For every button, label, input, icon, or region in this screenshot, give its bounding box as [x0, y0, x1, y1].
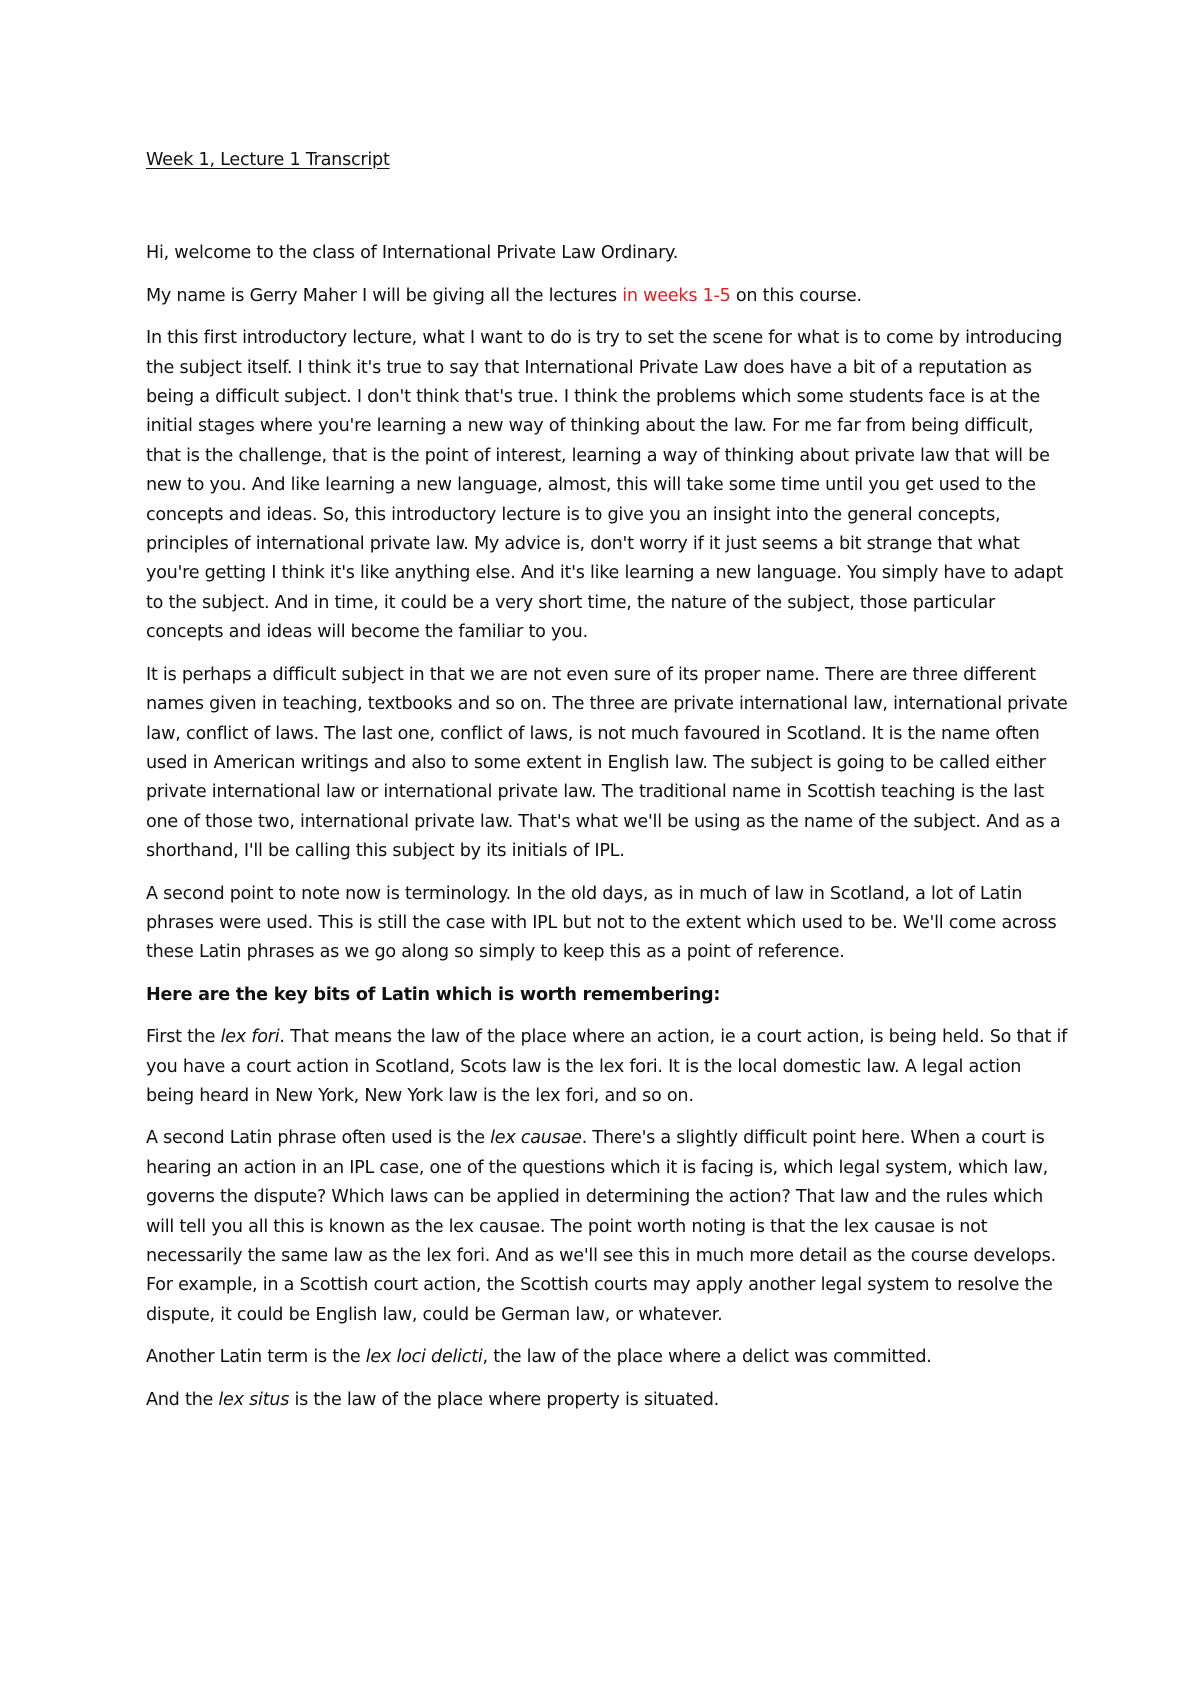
paragraph-lecturer-start: My name is Gerry Maher I will be giving all the lectures [146, 285, 623, 306]
lex-causae-term: lex causae [490, 1128, 582, 1149]
paragraph-lex-causae [146, 1124, 1068, 1330]
paragraph-lecturer [146, 282, 1068, 311]
lex-fori-text: . That means the law of the place where an action, ie a court action, is being held. So that if you have a court action in Scotland, Scots law is the lex fori. It is the local domestic law. A legal action being heard in New York, New York law is the lex fori, and so on. [146, 1027, 1068, 1106]
lex-loci-delicti-text: , the law of the place where a delict was committed. [482, 1347, 932, 1368]
paragraph-terminology: A second point to note now is terminology. In the old days, as in much of law in Scotland, a lot of Latin phrases were used. This is still the case with IPL but not to the extent which used to be. We'll come across these Latin phrases as we go along so simply to keep this as a point of reference. [146, 883, 1057, 963]
paragraph-lex-loci-delicti [146, 1343, 1068, 1372]
lex-fori-intro: First the [146, 1027, 221, 1048]
lex-causae-intro: A second Latin phrase often used is the [146, 1128, 491, 1149]
paragraph-lex-situs [146, 1386, 1068, 1415]
lex-situs-text: is the law of the place where property is situated. [289, 1389, 720, 1410]
paragraph-introduction: In this first introductory lecture, what I want to do is try to set the scene for what is to come by introducing the subject itself. I think it's true to say that International Private Law does have a bit of a reputation as being a difficult subject. I don't think that's true. I think the problems which some students face is at the initial stages where you're learning a new way of thinking about the law. For me far from being difficult, that is the challenge, that is the point of interest, learning a way of thinking about private law that will be new to you. And like learning a new language, almost, this will take some time until you get used to the concepts and ideas. So, this introductory lecture is to give you an insight into the general concepts, principles of international private law. My advice is, don't worry if it just seems a bit strange that what you're getting I think it's like anything else. And it's like learning a new language. You simply have to adapt to the subject. And in time, it could be a very short time, the nature of the subject, those particular concepts and ideas will become the familiar to you. [146, 328, 1063, 643]
paragraph-welcome: Hi, welcome to the class of International Private Law Ordinary. [146, 243, 679, 264]
lex-causae-text: . There's a slightly difficult point here. When a court is hearing an action in an IPL case, one of the questions which it is facing is, which legal system, which law, governs the dispute? Which laws can be applied in determining the action? That law and the rules which will tell you all this is known as the lex causae. The point worth noting is that the lex causae is not necessarily the same law as the lex fori. And as we'll see this in much more detail as the course develops. For example, in a Scottish court action, the Scottish courts may apply another legal system to resolve the dispute, it could be English law, could be German law, or whatever. [146, 1128, 1056, 1325]
lex-loci-delicti-intro: Another Latin term is the [146, 1347, 366, 1368]
document-page [146, 146, 1068, 1428]
weeks-highlight: in weeks 1-5 [622, 285, 731, 306]
lex-situs-term: lex situs [218, 1389, 290, 1410]
paragraph-lecturer-end: on this course. [730, 285, 862, 306]
document-title: Week 1, Lecture 1 Transcript [146, 150, 390, 170]
lex-loci-delicti-term: lex loci delicti [365, 1347, 483, 1368]
latin-heading: Here are the key bits of Latin which is worth remembering: [146, 984, 721, 1005]
lex-fori-term: lex fori [220, 1027, 280, 1048]
lex-situs-intro: And the [146, 1389, 219, 1410]
paragraph-subject-name: It is perhaps a difficult subject in that we are not even sure of its proper name. There are three different names given in teaching, textbooks and so on. The three are private international law, international private law, conflict of laws. The last one, conflict of laws, is not much favoured in Scotland. It is the name often used in American writings and also to some extent in English law. The subject is going to be called either private international law or international private law. The traditional name in Scottish teaching is the last one of those two, international private law. That's what we'll be using as the name of the subject. And as a shorthand, I'll be calling this subject by its initials of IPL. [146, 664, 1068, 862]
paragraph-lex-fori [146, 1023, 1068, 1111]
